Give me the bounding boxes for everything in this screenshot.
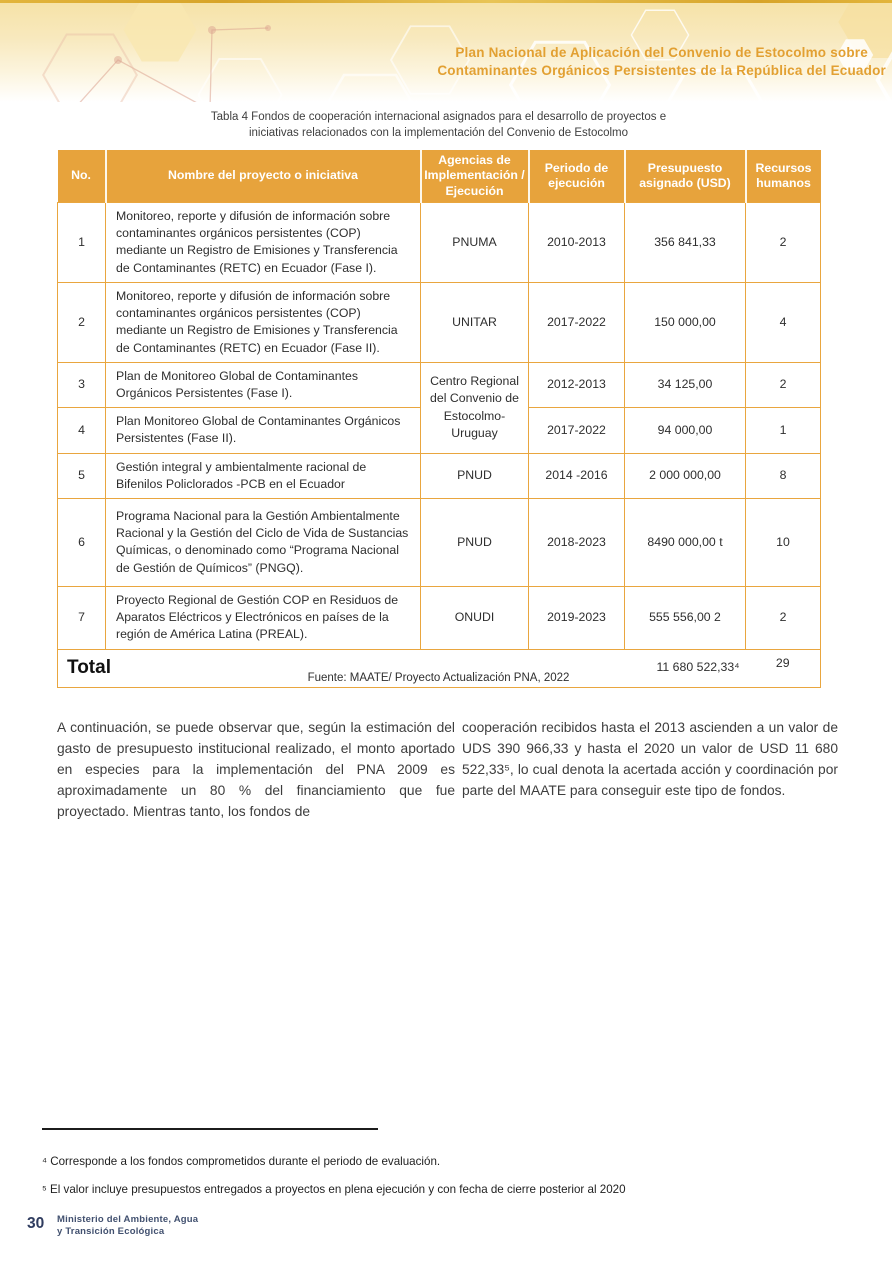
- cell-no: 7: [58, 586, 106, 649]
- cell-agency-merged: Centro Regional del Convenio de Estocolmo- Uruguay: [421, 362, 529, 453]
- header-title-line2: Contaminantes Orgánicos Persistentes de la República del Ecuador: [437, 62, 886, 78]
- table-source-note: Fuente: MAATE/ Proyecto Actualización PNA, 2022: [307, 672, 570, 684]
- table-row: [58, 453, 821, 498]
- cell-period: 2014 -2016: [529, 453, 625, 498]
- ministry-name-line1: Ministerio del Ambiente, Agua: [57, 1214, 199, 1225]
- cell-budget: 34 125,00: [625, 362, 746, 407]
- cell-period: 2017-2022: [529, 408, 625, 453]
- cell-hr: 4: [746, 282, 821, 362]
- column-header-no: No.: [58, 150, 106, 203]
- cell-project-name: Monitoreo, reporte y difusión de información sobre contaminantes orgánicos persistentes (COP) mediante un Registro de Emisiones y Transferencia de Contaminantes (RETC) en Ecuador (Fase I).: [106, 203, 421, 283]
- cell-agency: PNUD: [421, 453, 529, 498]
- column-header-budget: Presupuesto asignado (USD): [625, 150, 746, 203]
- total-hr: 29: [746, 649, 821, 687]
- table-caption-line1: Tabla 4 Fondos de cooperación internacional asignados para el desarrollo de proyectos e: [210, 111, 667, 123]
- cell-budget: 2 000 000,00: [625, 453, 746, 498]
- column-header-period: Periodo de ejecución: [529, 150, 625, 203]
- cell-agency: PNUMA: [421, 203, 529, 283]
- table-caption: [57, 110, 820, 141]
- cell-hr: 10: [746, 498, 821, 586]
- ministry-name: [57, 1214, 198, 1239]
- footnote-4: ⁴ Corresponde a los fondos comprometidos durante el periodo de evaluación.: [42, 1155, 441, 1168]
- cell-period: 2019-2023: [529, 586, 625, 649]
- footnote-separator-rule: [42, 1128, 378, 1130]
- cell-hr: 8: [746, 453, 821, 498]
- cell-hr: 1: [746, 408, 821, 453]
- header-gold-strip: [0, 0, 892, 3]
- cell-no: 5: [58, 453, 106, 498]
- table-row: [58, 498, 821, 586]
- cell-project-name: Proyecto Regional de Gestión COP en Residuos de Aparatos Eléctricos y Electrónicos en países de la región de América Latina (PREAL).: [106, 586, 421, 649]
- table-row: [58, 362, 821, 407]
- cell-period: 2012-2013: [529, 362, 625, 407]
- cell-period: 2018-2023: [529, 498, 625, 586]
- cell-agency: UNITAR: [421, 282, 529, 362]
- cell-agency: ONUDI: [421, 586, 529, 649]
- cell-project-name: Programa Nacional para la Gestión Ambientalmente Racional y la Gestión del Ciclo de Vida de Sustancias Químicas, o denominado como “Programa Nacional de Gestión de Químicos” (PNGQ).: [106, 498, 421, 586]
- table-row: [58, 203, 821, 283]
- table-row: [58, 282, 821, 362]
- total-label: Total: [58, 649, 625, 687]
- cell-budget: 356 841,33: [625, 203, 746, 283]
- cell-period: 2017-2022: [529, 282, 625, 362]
- body-text-column-right: cooperación recibidos hasta el 2013 ascienden a un valor de UDS 390 966,33 y hasta el 2020 un valor de USD 11 680 522,33⁵, lo cual denota la acertada acción y coordinación por parte del MAATE para conseguir este tipo de fondos.: [462, 720, 838, 798]
- table-row: [58, 586, 821, 649]
- cell-period: 2010-2013: [529, 203, 625, 283]
- total-budget: 11 680 522,33⁴: [625, 649, 746, 687]
- cell-no: 6: [58, 498, 106, 586]
- footnote-5: ⁵ El valor incluye presupuestos entregados a proyectos en plena ejecución y con fecha de cierre posterior al 2020: [42, 1183, 626, 1196]
- cell-no: 1: [58, 203, 106, 283]
- column-header-name: Nombre del proyecto o iniciativa: [106, 150, 421, 203]
- cell-budget: 94 000,00: [625, 408, 746, 453]
- cell-hr: 2: [746, 586, 821, 649]
- column-header-agency: Agencias de Implementación / Ejecución: [421, 150, 529, 203]
- table-caption-line2: iniciativas relacionados con la implementación del Convenio de Estocolmo: [248, 126, 629, 139]
- cell-project-name: Gestión integral y ambientalmente racional de Bifenilos Policlorados -PCB en el Ecuador: [106, 453, 421, 498]
- cell-project-name: Monitoreo, reporte y difusión de información sobre contaminantes orgánicos persistentes (COP) mediante un Registro de Emisiones y Transferencia de Contaminantes (RETC) en Ecuador (Fase II).: [106, 282, 421, 362]
- cell-project-name: Plan Monitoreo Global de Contaminantes Orgánicos Persistentes (Fase II).: [106, 408, 421, 453]
- ministry-name-line2: y Transición Ecológica: [57, 1226, 165, 1238]
- cell-budget: 555 556,00 2: [625, 586, 746, 649]
- cell-hr: 2: [746, 203, 821, 283]
- cell-no: 4: [58, 408, 106, 453]
- funding-table: [57, 150, 821, 688]
- column-header-hr: Recursos humanos: [746, 150, 821, 203]
- page-number: 30: [27, 1215, 45, 1232]
- cell-agency: PNUD: [421, 498, 529, 586]
- header-title-line1: Plan Nacional de Aplicación del Convenio de Estocolmo sobre: [455, 45, 868, 60]
- cell-hr: 2: [746, 362, 821, 407]
- cell-project-name: Plan de Monitoreo Global de Contaminantes Orgánicos Persistentes (Fase I).: [106, 362, 421, 407]
- table-header-row: [58, 150, 821, 203]
- cell-budget: 150 000,00: [625, 282, 746, 362]
- document-header-title: [437, 44, 886, 79]
- cell-no: 3: [58, 362, 106, 407]
- cell-no: 2: [58, 282, 106, 362]
- cell-budget: 8490 000,00 t: [625, 498, 746, 586]
- body-text-column-left: A continuación, se puede observar que, según la estimación del gasto de presupuesto institucional realizado, el monto aportado en especies para la implementación del PNA 2009 es aproximadamente un 80 % del financiamiento que fue proyectado. Mientras tanto, los fondos de: [57, 720, 455, 819]
